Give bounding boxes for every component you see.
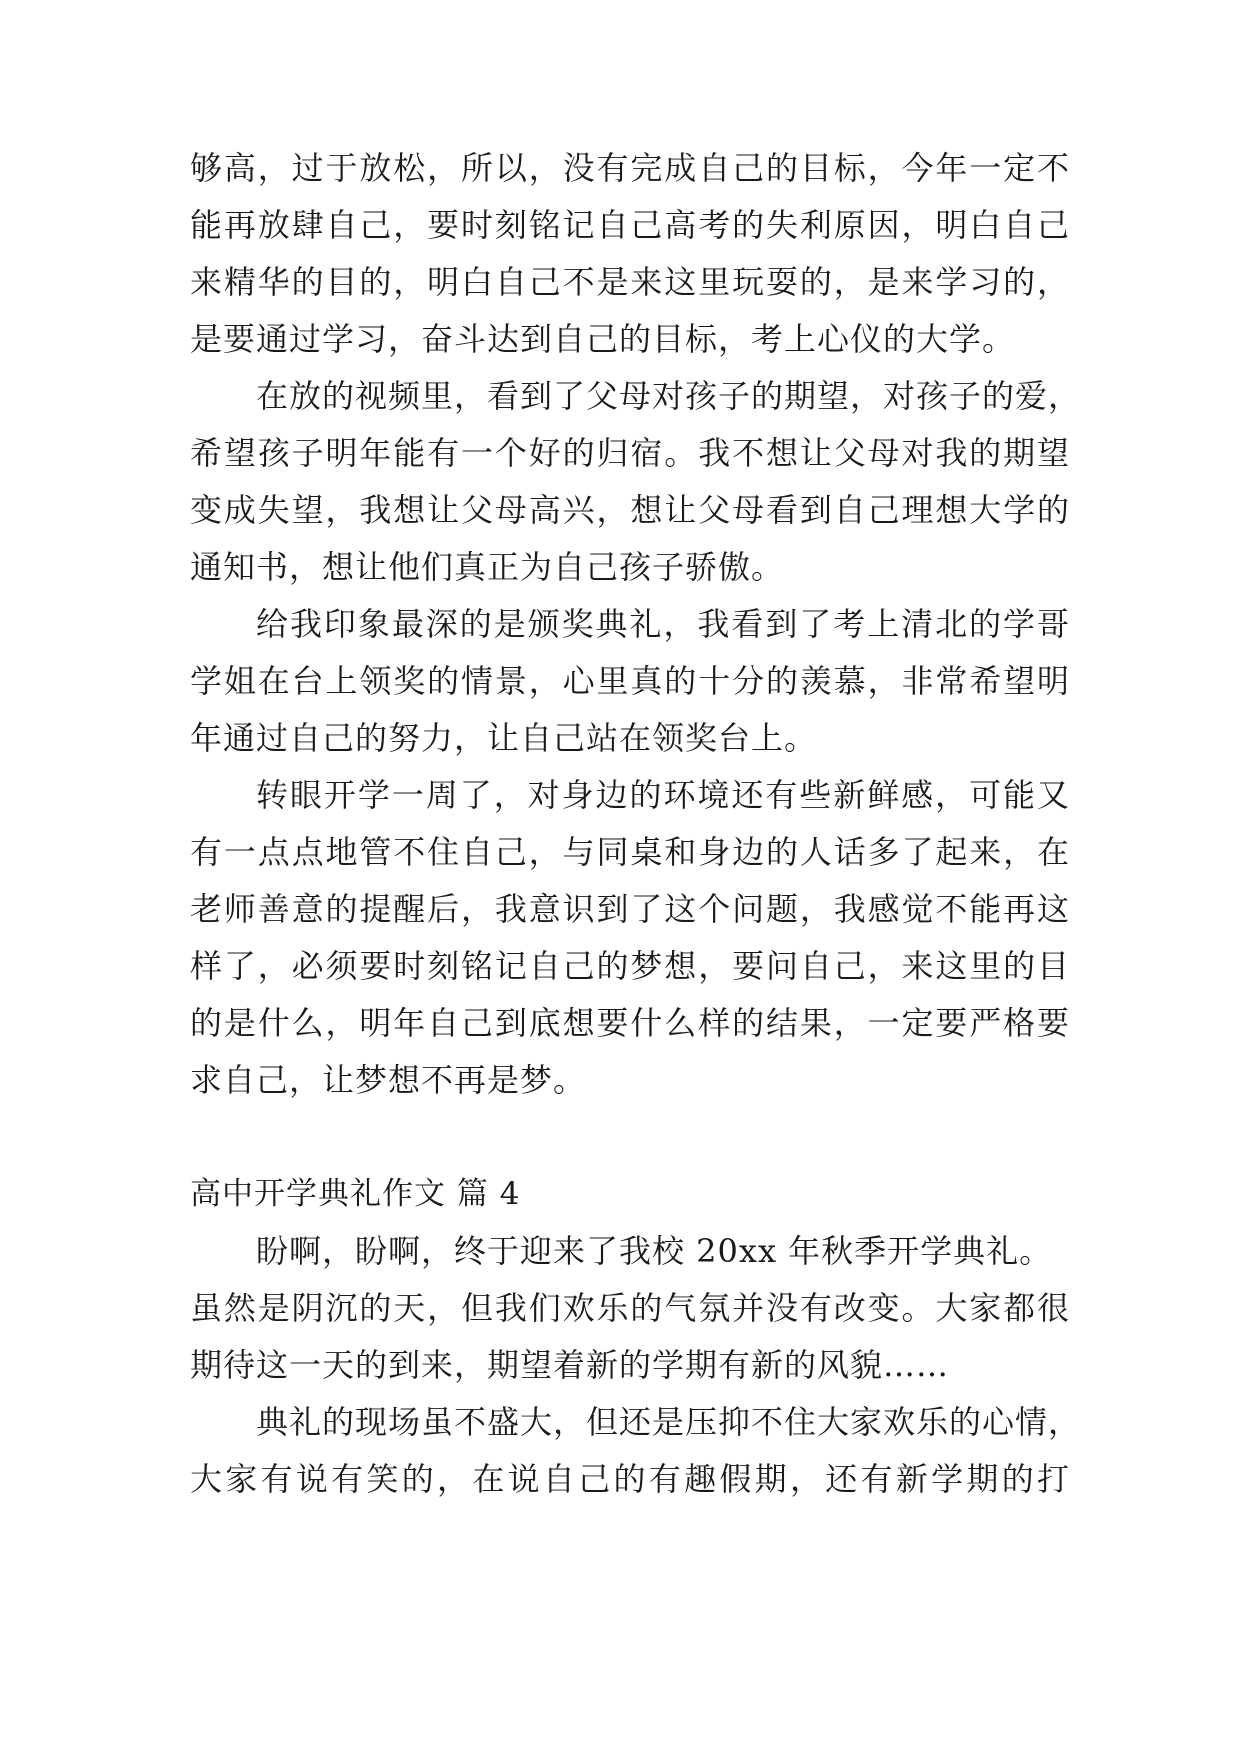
body-text-line: 够高，过于放松，所以，没有完成自己的目标，今年一定不	[190, 149, 1070, 187]
body-text-line: 来精华的目的，明白自己不是来这里玩耍的，是来学习的，	[190, 263, 1070, 301]
body-text-line: 求自己，让梦想不再是梦。	[190, 1061, 587, 1099]
body-text-line: 学姐在台上领奖的情景，心里真的十分的羡慕，非常希望明	[190, 662, 1070, 700]
body-text-line: 年通过自己的努力，让自己站在领奖台上。	[190, 719, 818, 757]
body-text-line: 变成失望，我想让父母高兴，想让父母看到自己理想大学的	[190, 491, 1070, 529]
body-text-line: 通知书，想让他们真正为自己孩子骄傲。	[190, 548, 785, 586]
body-text-line: 的是什么，明年自己到底想要什么样的结果，一定要严格要	[190, 1004, 1070, 1042]
body-text-line: 能再放肆自己，要时刻铭记自己高考的失利原因，明白自己	[190, 206, 1070, 244]
body-text-line: 期待这一天的到来，期望着新的学期有新的风貌……	[190, 1346, 950, 1384]
paragraph-start-line: 转眼开学一周了，对身边的环境还有些新鲜感，可能又	[256, 776, 1070, 814]
body-text-line: 老师善意的提醒后，我意识到了这个问题，我感觉不能再这	[190, 890, 1070, 928]
body-text-line: 样了，必须要时刻铭记自己的梦想，要问自己，来这里的目	[190, 947, 1070, 985]
paragraph-start-line: 盼啊，盼啊，终于迎来了我校 20xx 年秋季开学典礼。	[256, 1232, 1053, 1270]
body-text-line: 大家有说有笑的，在说自己的有趣假期，还有新学期的打	[190, 1460, 1070, 1498]
paragraph-start-line: 典礼的现场虽不盛大，但还是压抑不住大家欢乐的心情，	[256, 1403, 1082, 1441]
body-text-line: 虽然是阴沉的天，但我们欢乐的气氛并没有改变。大家都很	[190, 1289, 1070, 1327]
body-text-line: 是要通过学习，奋斗达到自己的目标，考上心仪的大学。	[190, 320, 1016, 358]
body-text-line: 有一点点地管不住自己，与同桌和身边的人话多了起来，在	[190, 833, 1070, 871]
body-text-line: 希望孩子明年能有一个好的归宿。我不想让父母对我的期望	[190, 434, 1070, 472]
paragraph-start-line: 在放的视频里，看到了父母对孩子的期望，对孩子的爱，	[256, 377, 1082, 415]
section-heading: 高中开学典礼作文 篇 4	[190, 1176, 521, 1212]
paragraph-start-line: 给我印象最深的是颁奖典礼，我看到了考上清北的学哥	[256, 605, 1070, 643]
